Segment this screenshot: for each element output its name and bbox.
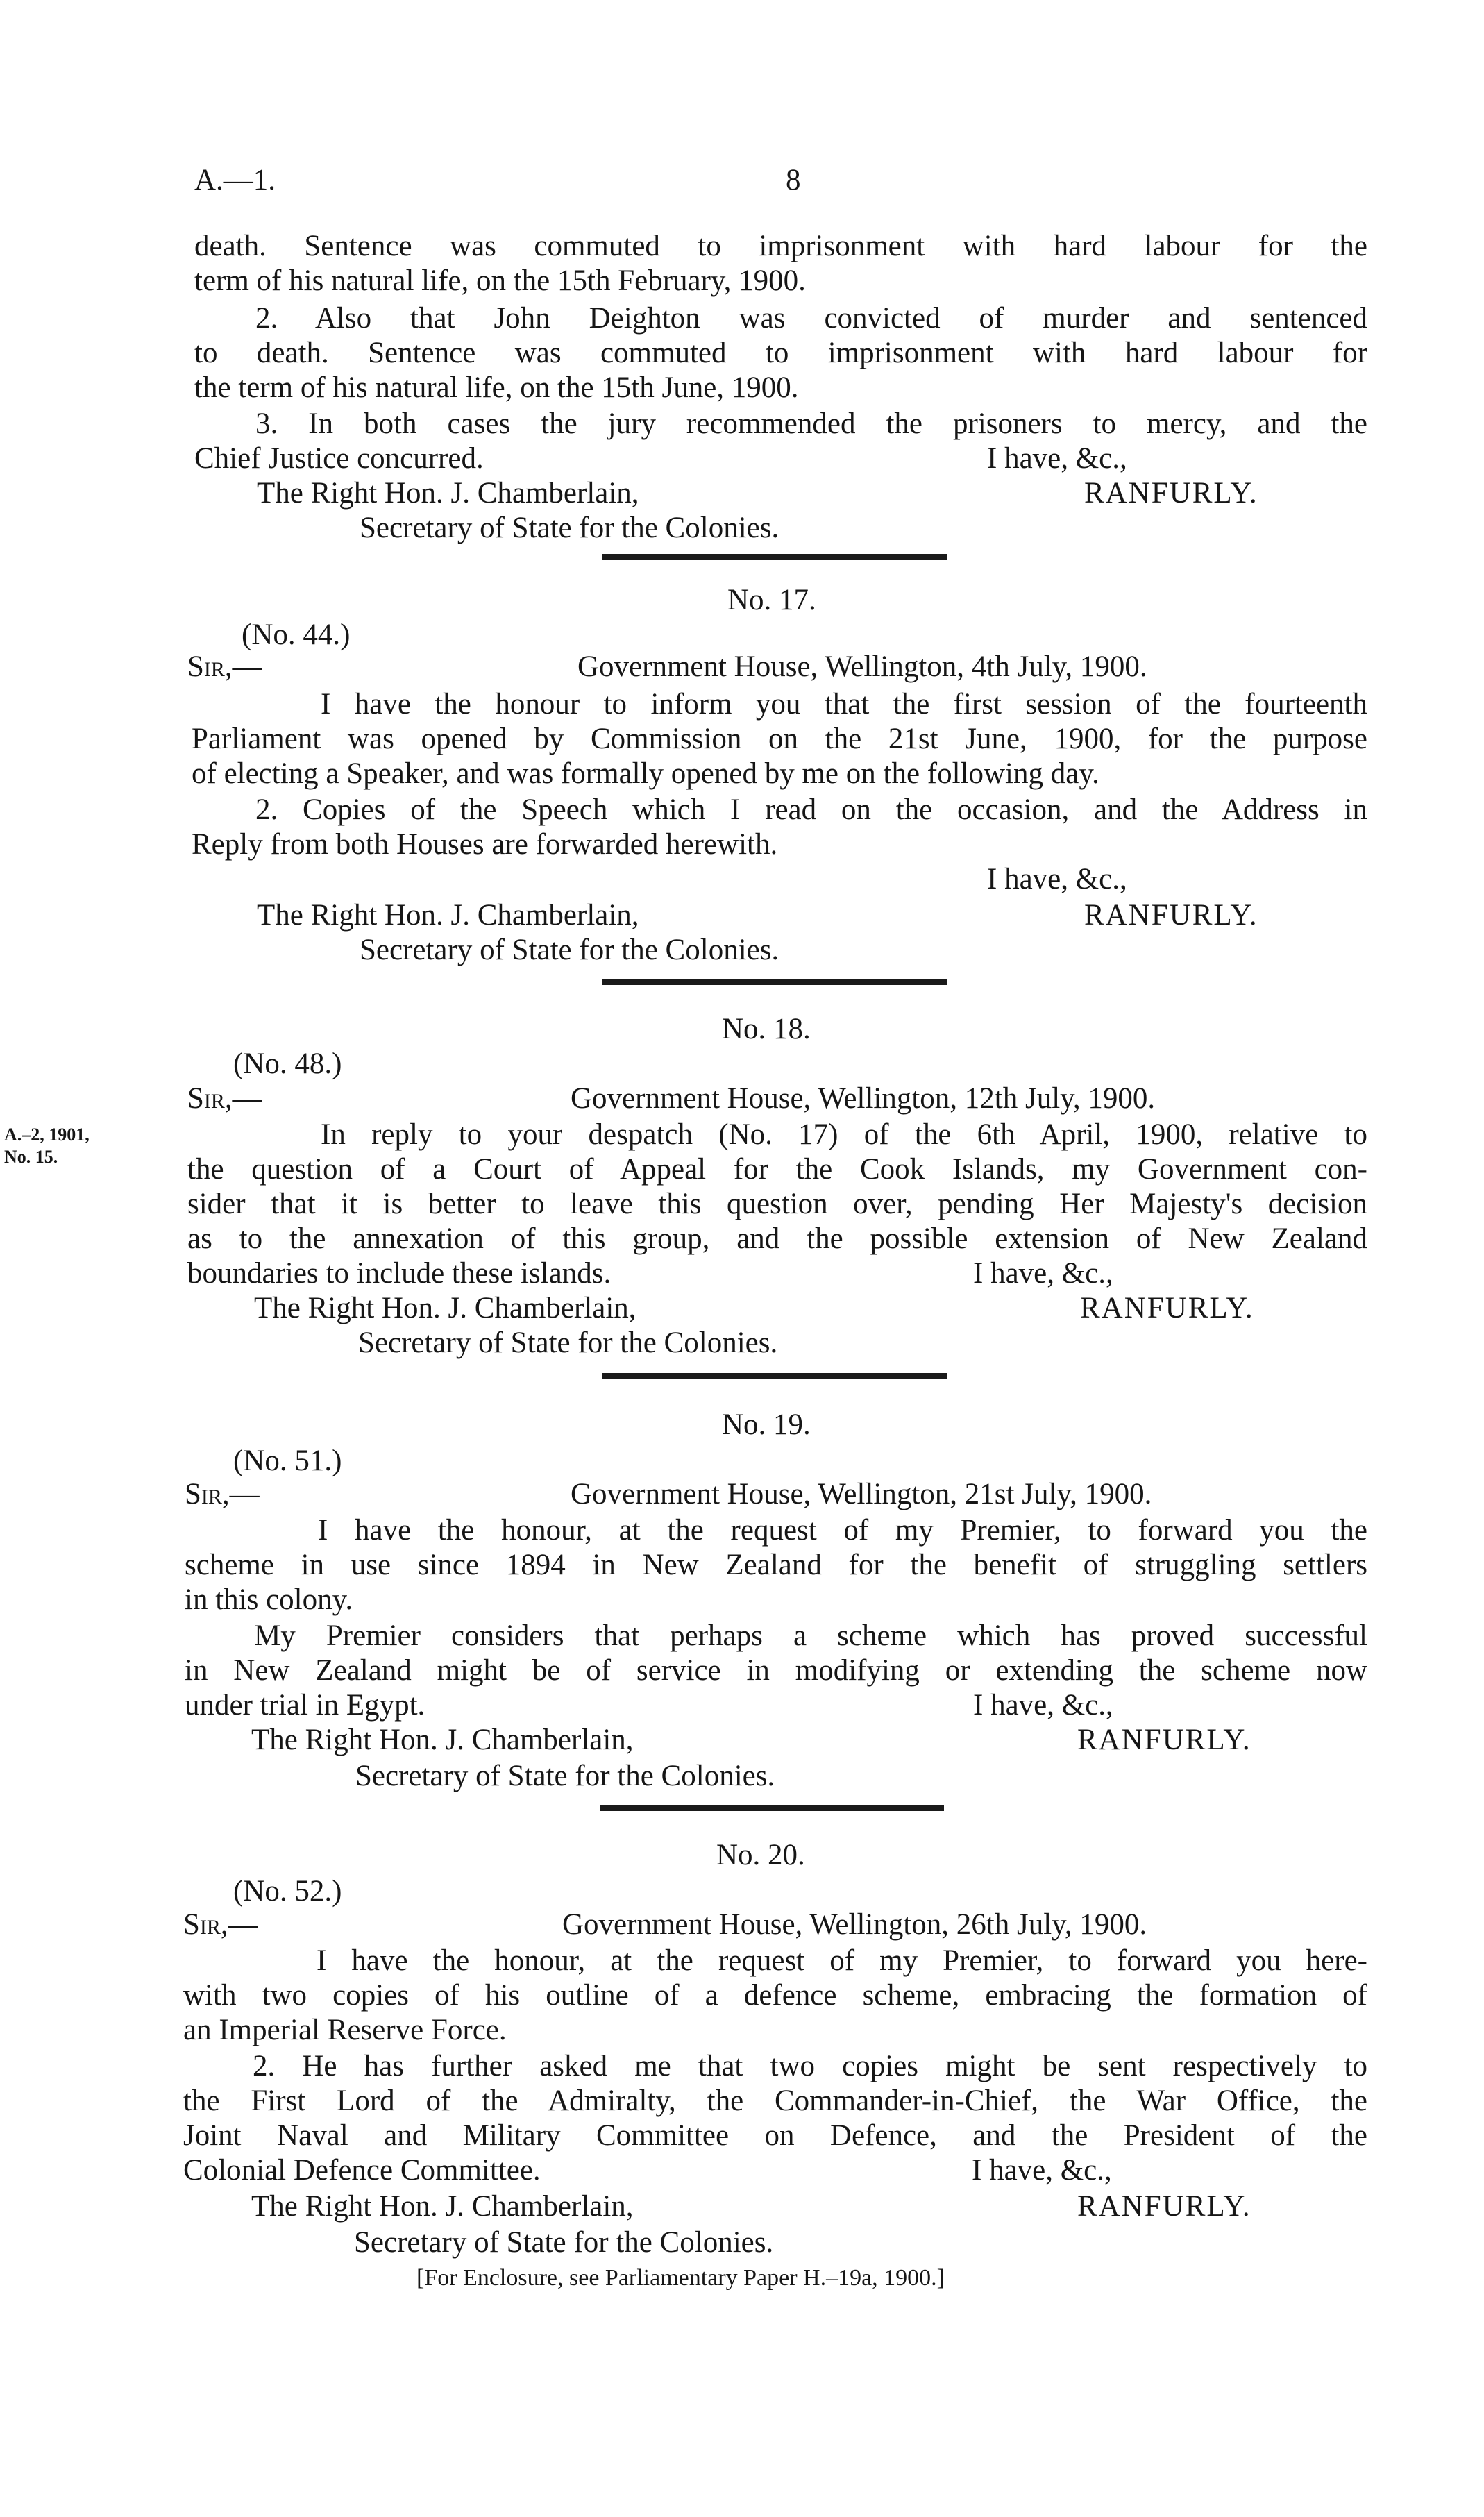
recipient-office: Secretary of State for the Colonies.	[360, 934, 779, 966]
dateline: Government House, Wellington, 4th July, 1900.	[577, 650, 1147, 683]
text-line: I have the honour, at the request of my Premier, to forward you the	[318, 1514, 1367, 1547]
text-line: 3. In both cases the jury recommended the prisoners to mercy, and the	[255, 407, 1367, 440]
text-line: Chief Justice concurred.	[194, 442, 484, 475]
salutation: Sir,—	[187, 650, 262, 683]
salutation: Sir,—	[185, 1478, 260, 1510]
signature: RANFURLY.	[1080, 1292, 1254, 1324]
text-line: under trial in Egypt.	[185, 1689, 425, 1722]
signature: RANFURLY.	[1077, 2190, 1251, 2223]
text-line: Parliament was opened by Commission on the 21st June, 1900, for the purpose	[192, 723, 1367, 755]
text-line: I have the honour, at the request of my Premier, to forward you here-	[317, 1944, 1367, 1977]
closing: I have, &c.,	[987, 863, 1127, 895]
recipient-office: Secretary of State for the Colonies.	[355, 1760, 775, 1792]
closing: I have, &c.,	[973, 1689, 1113, 1722]
text-line: Joint Naval and Military Committee on Defence, and the President of the	[183, 2119, 1367, 2152]
text-line: 2. He has further asked me that two copies might be sent respectively to	[253, 2050, 1367, 2082]
signature: RANFURLY.	[1084, 477, 1258, 510]
despatch-ref: (No. 52.)	[233, 1875, 342, 1908]
text-line: the term of his natural life, on the 15th June, 1900.	[194, 371, 799, 404]
despatch-ref: (No. 51.)	[233, 1445, 342, 1477]
salutation: Sir,—	[183, 1908, 258, 1941]
section-heading: No. 18.	[722, 1013, 811, 1045]
text-line: sider that it is better to leave this question over, pending Her Majesty's decision	[187, 1188, 1367, 1220]
despatch-ref: (No. 48.)	[233, 1047, 342, 1080]
text-line: with two copies of his outline of a defence scheme, embracing the formation of	[183, 1979, 1367, 2012]
signature: RANFURLY.	[1084, 899, 1258, 932]
text-line: in New Zealand might be of service in modifying or extending the scheme now	[185, 1654, 1367, 1687]
dateline: Government House, Wellington, 12th July, 1900.	[571, 1082, 1156, 1115]
section-heading: No. 17.	[727, 584, 816, 616]
recipient: The Right Hon. J. Chamberlain,	[257, 899, 639, 932]
section-rule	[602, 1373, 947, 1379]
text-line: in this colony.	[185, 1583, 353, 1616]
recipient: The Right Hon. J. Chamberlain,	[257, 477, 639, 510]
recipient: The Right Hon. J. Chamberlain,	[251, 2190, 634, 2223]
series-label: A.—1.	[194, 164, 276, 196]
text-line: the question of a Court of Appeal for the Cook Islands, my Government con-	[187, 1153, 1367, 1186]
text-line: scheme in use since 1894 in New Zealand for the benefit of struggling settlers	[185, 1549, 1367, 1581]
recipient-office: Secretary of State for the Colonies.	[358, 1327, 778, 1359]
text-line: the First Lord of the Admiralty, the Commander-in-Chief, the War Office, the	[183, 2085, 1367, 2117]
dateline: Government House, Wellington, 26th July, 1900.	[562, 1908, 1147, 1941]
closing: I have, &c.,	[987, 442, 1127, 475]
page-number: 8	[786, 164, 801, 196]
section-rule	[602, 979, 947, 985]
dateline: Government House, Wellington, 21st July, 1900.	[571, 1478, 1152, 1510]
text-line: to death. Sentence was commuted to imprisonment with hard labour for	[194, 337, 1367, 369]
recipient-office: Secretary of State for the Colonies.	[360, 512, 779, 544]
text-line: Reply from both Houses are forwarded herewith.	[192, 828, 778, 861]
text-line: death. Sentence was commuted to imprisonment with hard labour for the	[194, 230, 1367, 262]
margin-note: A.–2, 1901,	[4, 1125, 90, 1145]
margin-note: No. 15.	[4, 1147, 58, 1167]
text-line: Colonial Defence Committee.	[183, 2154, 541, 2187]
recipient: The Right Hon. J. Chamberlain,	[251, 1724, 634, 1756]
text-line: 2. Also that John Deighton was convicted of murder and sentenced	[255, 302, 1367, 335]
recipient-office: Secretary of State for the Colonies.	[354, 2226, 774, 2259]
section-heading: No. 20.	[716, 1839, 805, 1871]
signature: RANFURLY.	[1077, 1724, 1251, 1756]
section-rule	[602, 554, 947, 560]
section-heading: No. 19.	[722, 1408, 811, 1441]
text-line: an Imperial Reserve Force.	[183, 2014, 507, 2046]
text-line: 2. Copies of the Speech which I read on the occasion, and the Address in	[255, 793, 1367, 826]
enclosure-note: [For Enclosure, see Parliamentary Paper H.–19a, 1900.]	[416, 2265, 945, 2291]
text-line: term of his natural life, on the 15th February, 1900.	[194, 264, 806, 297]
closing: I have, &c.,	[973, 1257, 1113, 1290]
section-rule	[600, 1805, 944, 1811]
salutation: Sir,—	[187, 1082, 262, 1115]
text-line: as to the annexation of this group, and the possible extension of New Zealand	[187, 1222, 1367, 1255]
text-line: In reply to your despatch (No. 17) of the 6th April, 1900, relative to	[321, 1118, 1367, 1151]
recipient: The Right Hon. J. Chamberlain,	[254, 1292, 636, 1324]
text-line: I have the honour to inform you that the first session of the fourteenth	[321, 688, 1367, 721]
text-line: My Premier considers that perhaps a scheme which has proved successful	[254, 1619, 1367, 1652]
despatch-ref: (No. 44.)	[242, 618, 351, 651]
text-line: of electing a Speaker, and was formally opened by me on the following day.	[192, 757, 1099, 790]
text-line: boundaries to include these islands.	[187, 1257, 612, 1290]
closing: I have, &c.,	[972, 2154, 1112, 2187]
